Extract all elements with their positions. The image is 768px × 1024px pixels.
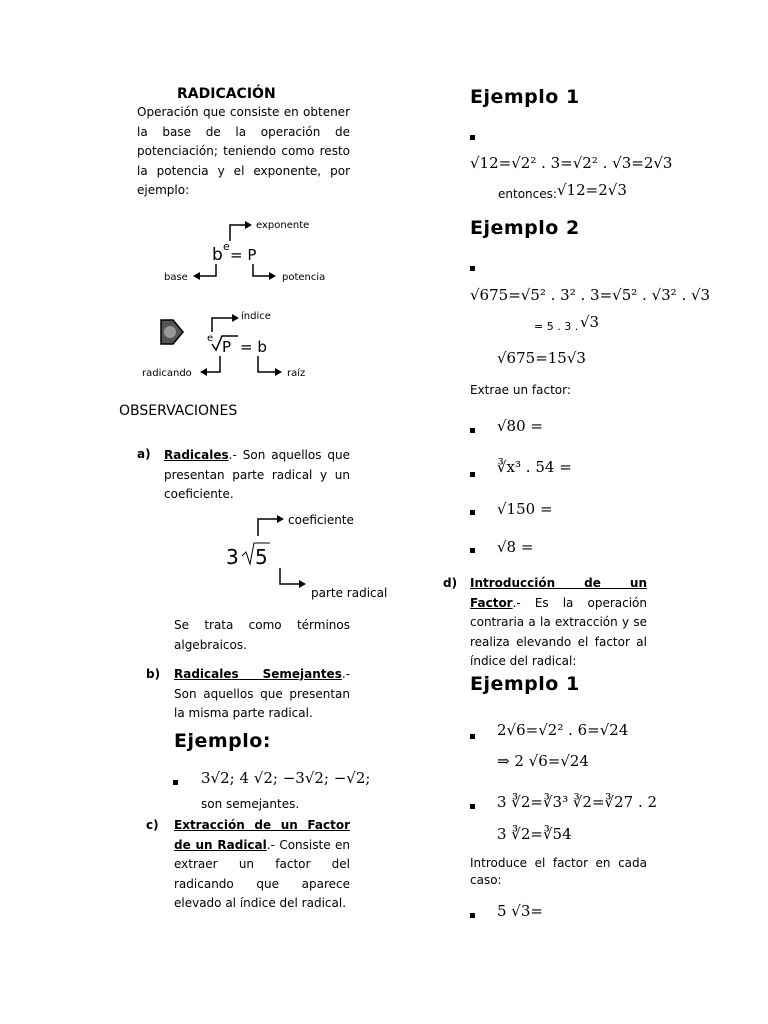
extrae-item-2: ∛x³ . 54 = — [497, 458, 572, 476]
intro-paragraph: Operación que consiste en obtener la base de la operación de potenciación; teniendo como resto la potencia y el exponente, por ejemplo: — [137, 105, 350, 197]
indice-label: índice — [241, 311, 271, 322]
item-d-label: d) — [443, 576, 458, 590]
extraccion-term: Extracción de un Factor de un Radical — [174, 818, 350, 852]
ej3-line1: 2√6=√2² . 6=√24 — [497, 721, 629, 739]
introduccion-term: Introducción de un Factor — [470, 576, 647, 610]
exponente-label: exponente — [256, 220, 310, 231]
ej2-expression: √675=√5² . 3² . 3=√5² . √3² . √3 — [470, 286, 711, 304]
extrae-item-4: √8 = — [497, 538, 534, 556]
coeficiente-diagram — [222, 508, 392, 604]
ej2-result: √675=15√3 — [497, 349, 586, 367]
radicando-label: radicando — [142, 368, 192, 379]
raiz-label: raíz — [287, 368, 306, 379]
bullet-icon — [470, 548, 475, 553]
item-b-label: b) — [146, 667, 161, 681]
base-label: base — [164, 272, 188, 283]
ejemplo-heading: Ejemplo: — [174, 730, 271, 752]
bullet-icon — [173, 780, 178, 785]
coeficiente-label: coeficiente — [288, 513, 354, 527]
ej2-line2: = 5 . 3 . — [534, 320, 579, 333]
exp-letter: e — [223, 240, 230, 253]
semejantes-note: son semejantes. — [201, 797, 300, 811]
ejemplo2-heading: Ejemplo 2 — [470, 217, 580, 239]
bullet-icon — [470, 734, 475, 739]
item-a-label: a) — [137, 447, 151, 461]
extrae-heading: Extrae un factor: — [470, 383, 571, 397]
radicales-term: Radicales — [164, 448, 229, 462]
extrae-item-3: √150 = — [497, 500, 553, 518]
coef-number: 3 — [226, 545, 239, 569]
page-title: RADICACIÓN — [177, 86, 276, 102]
item-c-text: Extracción de un Factor de un Radical.- Consiste en extraer un factor del radicando que aparece elevado al índice del radical. — [174, 818, 350, 910]
item-a-note: Se trata como términos algebraicos. — [174, 618, 350, 652]
ej1-entonces: entonces: — [498, 187, 557, 201]
item-a-text: Radicales.- Son aquellos que presentan parte radical y un coeficiente. — [164, 448, 350, 501]
ejemplo3-heading: Ejemplo 1 — [470, 673, 580, 695]
equals-b: = b — [240, 338, 267, 356]
ej3-line4: 3 ∛2=∛54 — [497, 825, 572, 843]
base-letter: b — [212, 245, 223, 265]
potencia-diagram — [160, 214, 340, 286]
introduce-heading: Introduce el factor en cada caso: — [470, 856, 647, 887]
semejantes-term: Radicales Semejantes — [174, 667, 342, 681]
raiz-diagram — [140, 306, 340, 382]
item-b-text: Radicales Semejantes.- Son aquellos que presentan la misma parte radical. — [174, 667, 350, 720]
bullet-icon — [470, 135, 475, 140]
parte-radical-label: parte radical — [311, 586, 388, 600]
bullet-icon — [470, 510, 475, 515]
observaciones-heading: OBSERVACIONES — [119, 403, 238, 419]
potencia-label: potencia — [282, 272, 326, 283]
ej3-line2: ⇒ 2 √6=√24 — [497, 752, 589, 770]
semejantes-expr: 3√2; 4 √2; −3√2; −√2; — [201, 769, 371, 787]
coef-radicand: 5 — [255, 545, 268, 569]
ej2-line2-rad: √3 — [580, 313, 600, 331]
ej1-expression: √12=√2² . 3=√2² . √3=2√3 — [470, 154, 673, 172]
ej1-result: √12=2√3 — [557, 181, 627, 199]
ejemplo1-heading: Ejemplo 1 — [470, 86, 580, 108]
equals-p: = P — [230, 246, 257, 264]
bullet-icon — [470, 472, 475, 477]
bullet-icon — [470, 266, 475, 271]
extrae-item-1: √80 = — [497, 417, 543, 435]
introduce-item: 5 √3= — [497, 902, 543, 920]
ej3-line3: 3 ∛2=∛3³ ∛2=∛27 . 2 — [497, 793, 658, 811]
index-letter: e — [207, 333, 214, 344]
item-c-label: c) — [146, 818, 159, 832]
radicand-letter: P — [222, 338, 232, 356]
bullet-icon — [470, 428, 475, 433]
bullet-icon — [470, 913, 475, 918]
item-d-text: Introducción de un Factor.- Es la operación contraria a la extracción y se realiza elevando el factor al índice del radical: — [470, 576, 647, 668]
bullet-icon — [470, 804, 475, 809]
